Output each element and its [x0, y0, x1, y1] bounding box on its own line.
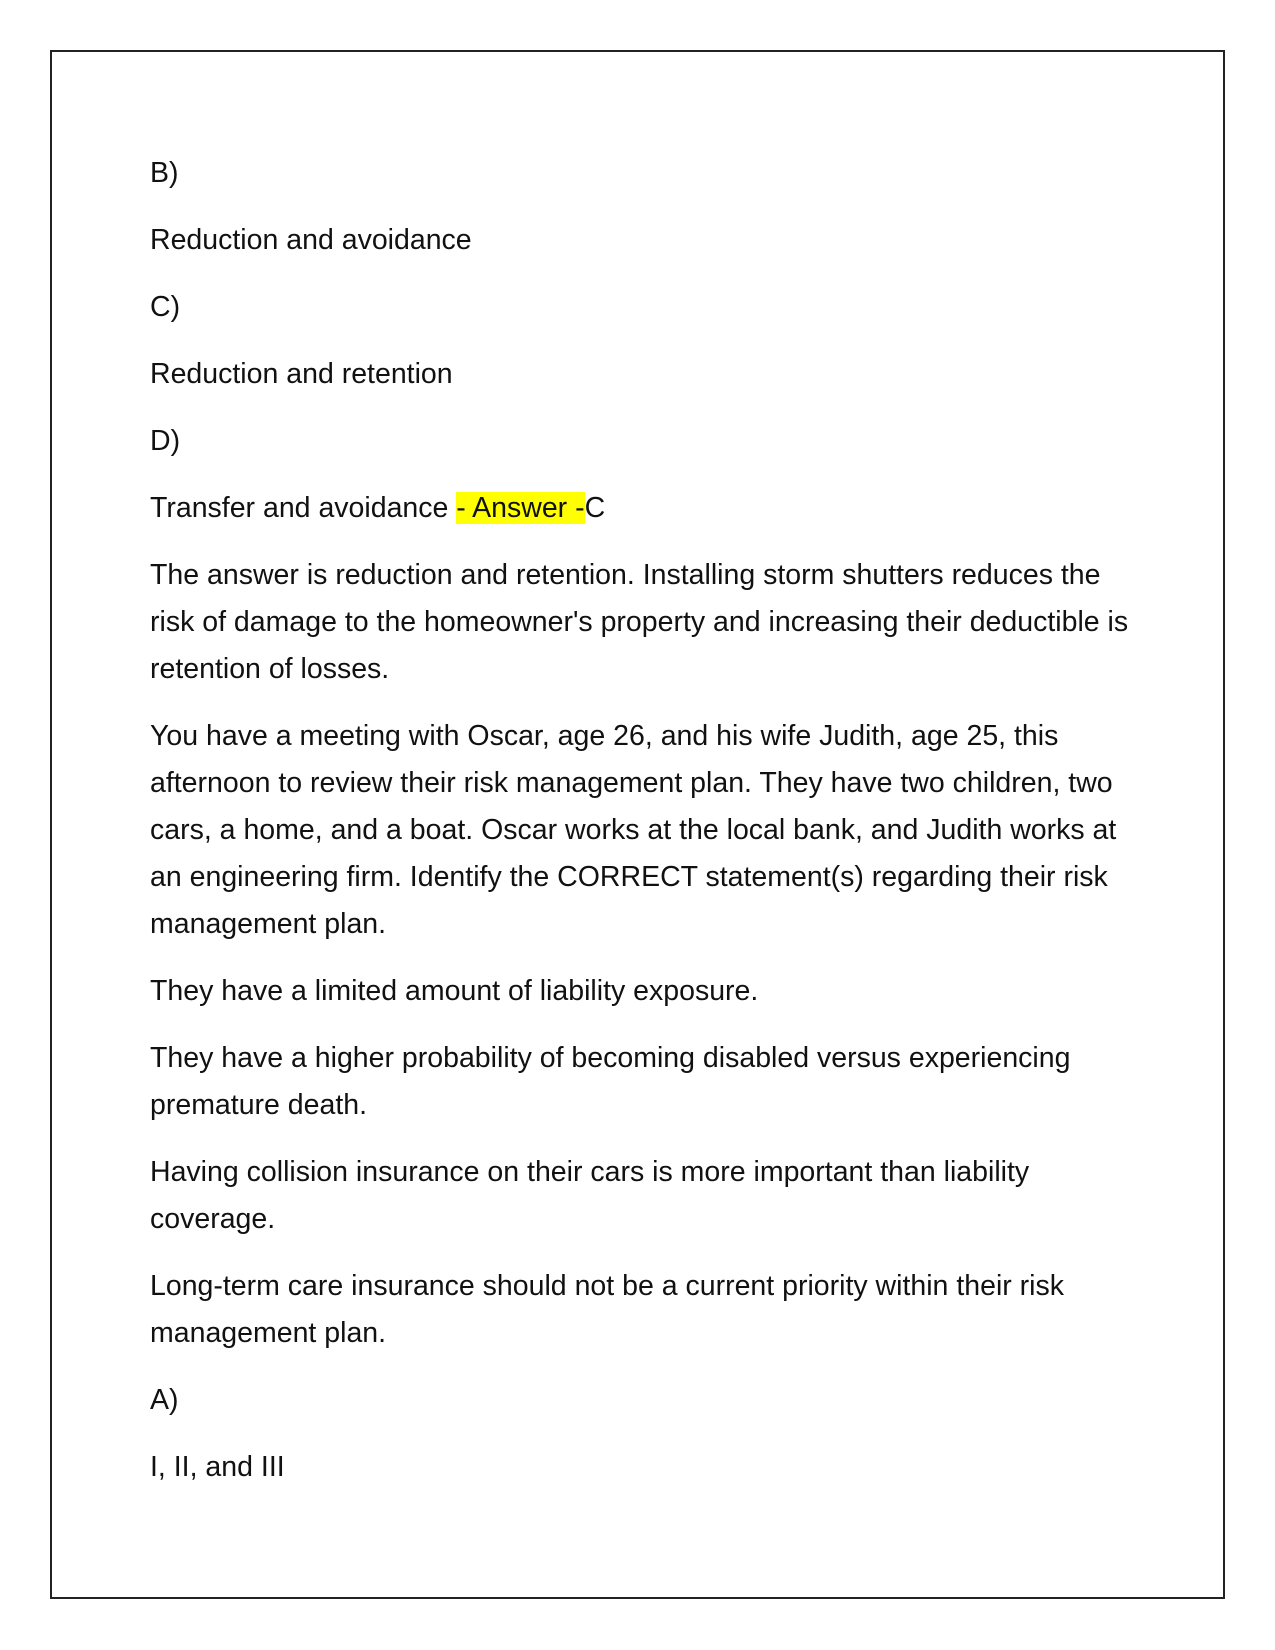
- option-c-label: C): [150, 291, 181, 323]
- option-c-text: Reduction and retention: [150, 358, 453, 390]
- statement-4: Long-term care insurance should not be a current priority within their risk management plan.: [150, 1270, 1065, 1349]
- option-b-text: Reduction and avoidance: [150, 224, 472, 256]
- question-text: You have a meeting with Oscar, age 26, and his wife Judith, age 25, this afternoon to review their risk management plan. They have two children, two cars, a home, and a boat. Oscar works at the local bank, and Judith works at an engineering firm. Identify the CORRECT statement(s) regarding their risk management plan.: [150, 720, 1117, 940]
- statement-1: They have a limited amount of liability exposure.: [150, 975, 759, 1007]
- answer-explanation: The answer is reduction and retention. Installing storm shutters reduces the risk of damage to the homeowner's property and increasing their deductible is retention of losses.: [150, 559, 1129, 685]
- next-option-a-text: I, II, and III: [150, 1451, 285, 1483]
- answer-value: C: [584, 492, 606, 524]
- option-d-line: [150, 485, 1130, 532]
- option-b-label: B): [150, 157, 179, 189]
- answer-highlight: - Answer -: [456, 492, 585, 524]
- option-d-label: D): [150, 425, 181, 457]
- option-d-text: Transfer and avoidance: [150, 492, 457, 524]
- statement-2: They have a higher probability of becoming disabled versus experiencing premature death.: [150, 1042, 1071, 1121]
- next-option-a-label: A): [150, 1384, 179, 1416]
- statement-3: Having collision insurance on their cars is more important than liability coverage.: [150, 1156, 1030, 1235]
- document-body: [150, 150, 1130, 1511]
